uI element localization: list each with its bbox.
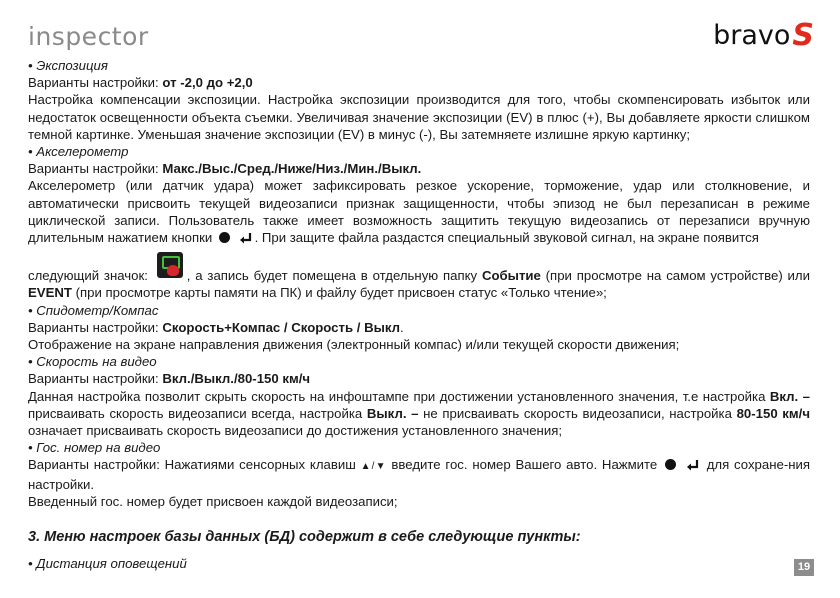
plate-desc <box>28 456 810 492</box>
ok-button-icon <box>219 232 230 243</box>
on-label: Вкл. – <box>769 388 810 404</box>
alert-distance-title: • Дистанция оповещений <box>28 556 187 572</box>
event-folder-name: EVENT <box>28 285 72 301</box>
manual-content <box>28 57 810 572</box>
options-value: Скорость+Компас / Скорость / Выкл <box>162 319 401 335</box>
accel-desc-text: , а запись будет помещена в отдельную папку <box>186 268 482 284</box>
exposure-title: • Экспозиция <box>28 58 108 73</box>
plate-desc-text: для сохране-ния настройки. <box>28 457 811 492</box>
options-suffix: . <box>400 319 404 335</box>
accel-desc-text: (при просмотре карты памяти на ПК) и файлу будет присвоен статус «Только чтение»; <box>71 285 607 301</box>
plate-desc-text: Варианты настройки: Нажатиями сенсорных клавиш <box>28 457 361 473</box>
accelerometer-options <box>28 160 810 177</box>
accel-desc-text: Акселерометр (или датчик удара) может зафиксировать резкое ускорение, торможение, удар или столкновение, и автоматически присвоить текущей видеозаписи признак защищенности, чтобы эпизод не был перезаписан в режиме циклической записи. Пользователь также имеет возможность защитить текущую видеозапись от перезаписи вручную длительным нажатием кнопки <box>28 178 810 246</box>
accel-desc-text: следующий значок: <box>28 268 148 284</box>
speed-desc-text: присваивать скорость видеозаписи всегда, настройка <box>28 405 367 421</box>
event-protect-icon <box>157 252 183 278</box>
off-label: Выкл. – <box>366 405 419 421</box>
plate-title: • Гос. номер на видео <box>28 440 161 456</box>
ok-button-icon <box>665 459 676 470</box>
bravo-logo-accent: S <box>792 18 814 53</box>
bravo-logo-text: bravo <box>713 20 791 51</box>
exposure-options <box>28 74 810 91</box>
exposure-desc: Настройка компенсации экспозиции. Настройка экспозиции производится для того, чтобы скомпенсировать избыток или недостаток освещенности объекта съемки. Увеличивая значение экспозиции (EV) в плюс (+), Вы добавляете яркости слишком темной картинке. Уменьшая значение экспозиции (EV) в минус (-), Вы затемняете излишне яркую картинку; <box>28 92 810 142</box>
speedometer-options <box>28 319 810 336</box>
speedometer-desc: Отображение на экране направления движения (электронный компас) и/или текущей скорости движения; <box>28 337 680 353</box>
speed-video-title: • Скорость на видео <box>28 354 157 370</box>
up-down-arrows-icon: ▲/▼ <box>360 461 387 473</box>
enter-icon <box>686 459 700 472</box>
page-number: 19 <box>794 559 814 576</box>
speed-video-options <box>28 370 810 387</box>
options-prefix: Варианты настройки: <box>28 75 163 91</box>
spacer <box>28 510 810 519</box>
inspector-logo: inspector <box>28 22 149 51</box>
options-prefix: Варианты настройки: <box>28 161 163 177</box>
speed-desc-text: Данная настройка позволит скрыть скорость на инфоштампе при достижении установленного значения, т.е настройка <box>28 388 770 404</box>
options-value: Вкл./Выкл./80-150 км/ч <box>162 371 311 387</box>
speed-desc-text: означает присваивать скорость видеозаписи до достижения установленного значения; <box>28 423 563 439</box>
section3-heading: 3. Меню настроек базы данных (БД) содержит в себе следующие пункты: <box>28 529 581 546</box>
options-value: Макс./Выс./Сред./Ниже/Низ./Мин./Выкл. <box>162 161 422 177</box>
spacer <box>28 546 810 555</box>
speed-desc-text: не присваивать скорость видеозаписи, настройка <box>418 405 737 421</box>
speed-video-desc <box>28 388 810 440</box>
folder-name: Событие <box>481 268 541 284</box>
options-value: от -2,0 до +2,0 <box>162 75 253 91</box>
accel-desc-text: . При защите файла раздастся специальный звуковой сигнал, на экране появится <box>254 230 759 246</box>
options-prefix: Варианты настройки: <box>28 371 163 387</box>
accel-desc-text: (при просмотре на самом устройстве) или <box>540 268 810 284</box>
range-label: 80-150 км/ч <box>736 405 810 421</box>
bravo-logo <box>713 18 814 53</box>
accelerometer-title: • Акселерометр <box>28 144 129 160</box>
speedometer-title: • Спидометр/Компас <box>28 302 159 318</box>
plate-desc-text: введите гос. номер Вашего авто. Нажмите <box>386 457 663 473</box>
options-prefix: Варианты настройки: <box>28 319 163 335</box>
enter-icon <box>239 232 253 245</box>
accelerometer-desc-cont <box>28 252 810 301</box>
plate-desc-line2: Введенный гос. номер будет присвоен каждой видеозаписи; <box>28 493 398 509</box>
accelerometer-desc <box>28 177 810 246</box>
